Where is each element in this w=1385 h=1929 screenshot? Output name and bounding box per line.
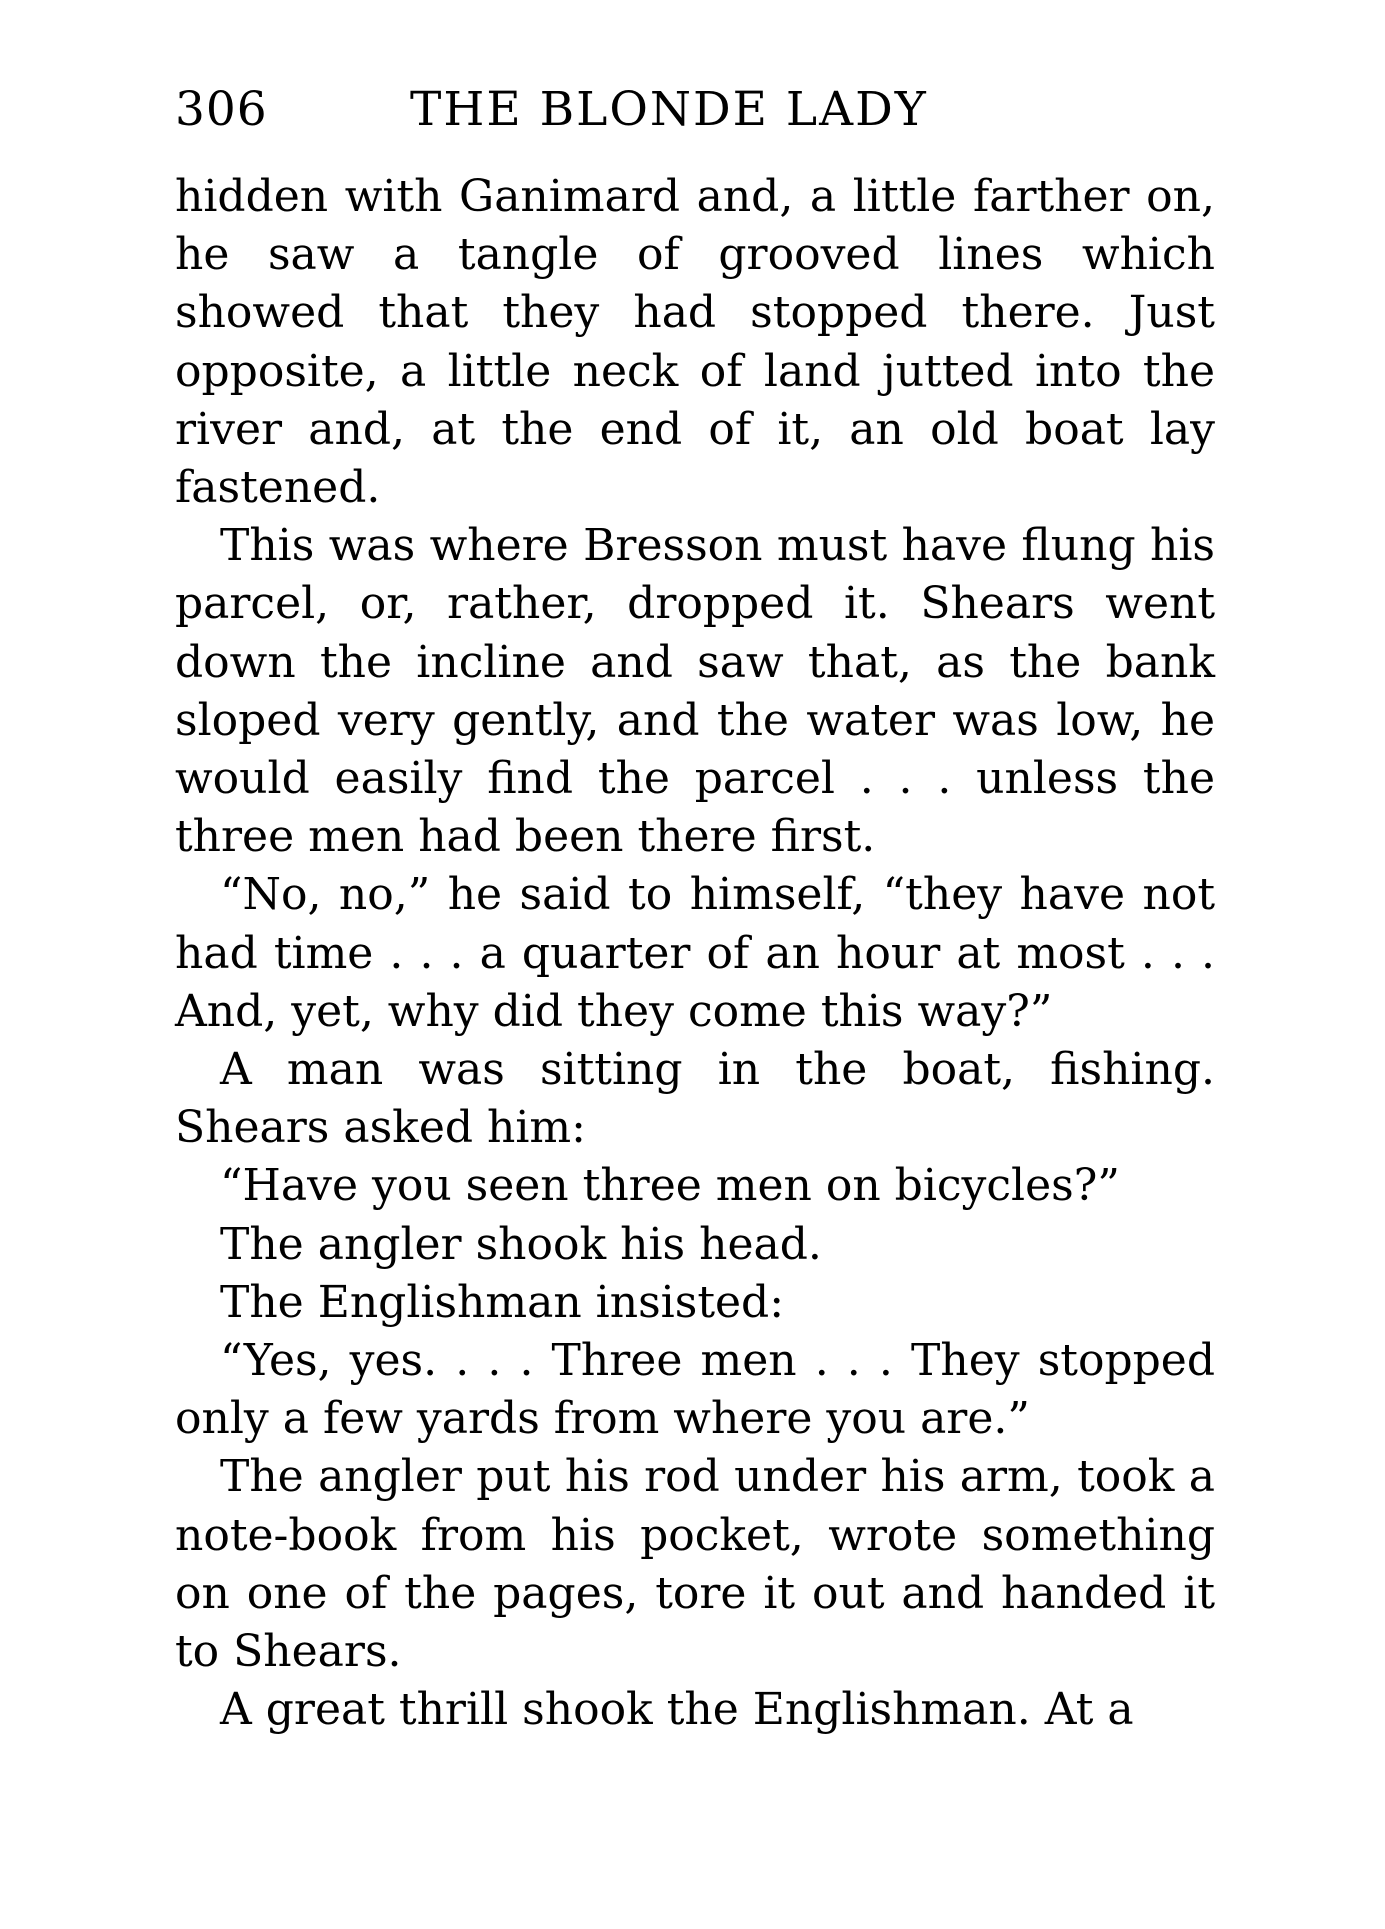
running-head	[175, 80, 1215, 140]
running-title: THE BLONDE LADY	[410, 82, 928, 137]
paragraph: “Have you seen three men on bicycles?”	[220, 1160, 1120, 1212]
body-text	[175, 168, 1215, 1739]
paragraph: hidden with Ganimard and, a little farther on, he saw a tangle of grooved lines which showed that they had stopped there. Just opposite, a little neck of land jutted into the river and, at the end of it, an old boat lay fastened.	[175, 171, 1215, 514]
paragraph: “Yes, yes. . . . Three men . . . They stopped only a few yards from where you are.”	[175, 1335, 1215, 1445]
book-page	[175, 80, 1215, 1900]
paragraph: The angler shook his head.	[220, 1218, 822, 1270]
paragraph: This was where Bresson must have flung his parcel, or, rather, dropped it. Shears went down the incline and saw that, as the bank sloped very gently, and the water was low, he would easily find the parcel . . . unless the three men had been there first.	[175, 520, 1215, 863]
paragraph: The angler put his rod under his arm, took a note-book from his pocket, wrote something on one of the pages, tore it out and handed it to Shears.	[175, 1451, 1215, 1678]
paragraph: “No, no,” he said to himself, “they have not had time . . . a quarter of an hour at most . . . And, yet, why did they come this way?”	[175, 869, 1215, 1037]
paragraph: A great thrill shook the Englishman. At a	[220, 1684, 1134, 1736]
paragraph: A man was sitting in the boat, fishing. Shears asked him:	[175, 1044, 1215, 1154]
page-number: 306	[175, 82, 268, 137]
paragraph: The Englishman insisted:	[220, 1276, 785, 1328]
